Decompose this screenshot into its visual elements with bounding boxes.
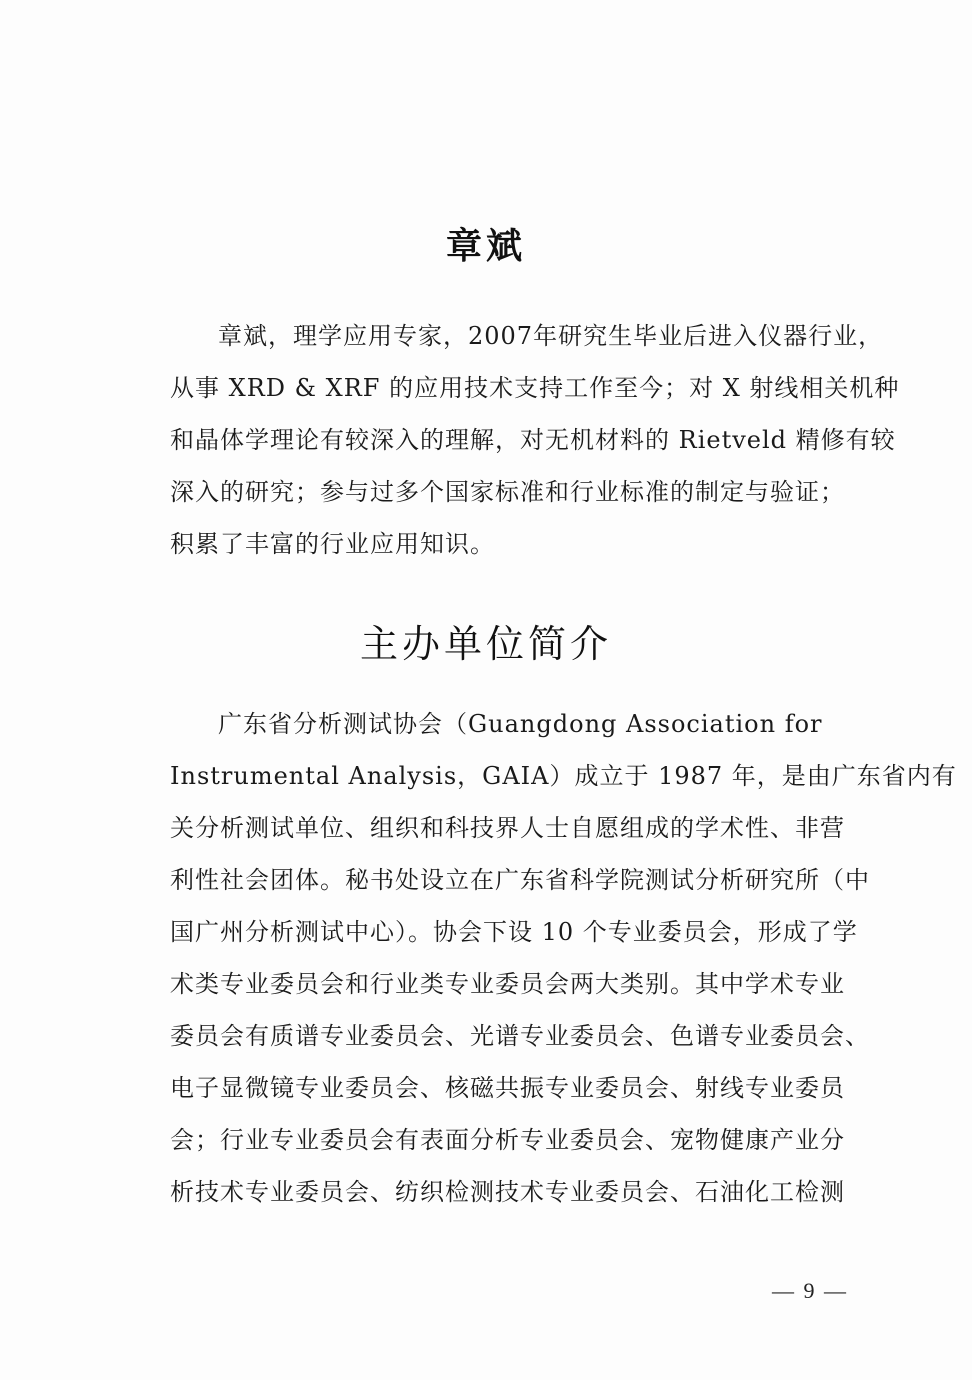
organizer-intro-heading: 主办单位简介 (359, 622, 612, 666)
intro-line: 国广州分析测试中心）。协会下设 10 个专业委员会，形成了学 (170, 918, 858, 946)
bio-line: 和晶体学理论有较深入的理解，对无机材料的 Rietveld 精修有较 (170, 426, 896, 454)
bio-line: 从事 XRD & XRF 的应用技术支持工作至今；对 X 射线相关机种 (170, 374, 900, 402)
bio-line: 章斌，理学应用专家，2007年研究生毕业后进入仪器行业， (218, 322, 884, 350)
person-name-heading: 章斌 (445, 226, 526, 267)
organizer-intro-paragraph (170, 698, 957, 1218)
intro-line: Instrumental Analysis，GAIA）成立于 1987 年，是由广东省内有 (170, 762, 957, 790)
person-bio-paragraph (170, 310, 900, 570)
intro-line: 关分析测试单位、组织和科技界人士自愿组成的学术性、非营 (170, 814, 845, 842)
intro-line: 委员会有质谱专业委员会、光谱专业委员会、色谱专业委员会、 (170, 1022, 870, 1050)
intro-line: 会；行业专业委员会有表面分析专业委员会、宠物健康产业分 (170, 1126, 845, 1154)
page-number: — 9 — (772, 1278, 848, 1303)
intro-line: 电子显微镜专业委员会、核磁共振专业委员会、射线专业委员 (170, 1074, 845, 1102)
intro-line: 析技术专业委员会、纺织检测技术专业委员会、石油化工检测 (170, 1178, 845, 1206)
intro-line: 术类专业委员会和行业类专业委员会两大类别。其中学术专业 (170, 970, 845, 998)
bio-line: 积累了丰富的行业应用知识。 (170, 530, 495, 558)
intro-line: 广东省分析测试协会（Guangdong Association for (218, 710, 823, 738)
bio-line: 深入的研究；参与过多个国家标准和行业标准的制定与验证； (170, 478, 845, 506)
intro-line: 利性社会团体。秘书处设立在广东省科学院测试分析研究所（中 (170, 866, 870, 894)
